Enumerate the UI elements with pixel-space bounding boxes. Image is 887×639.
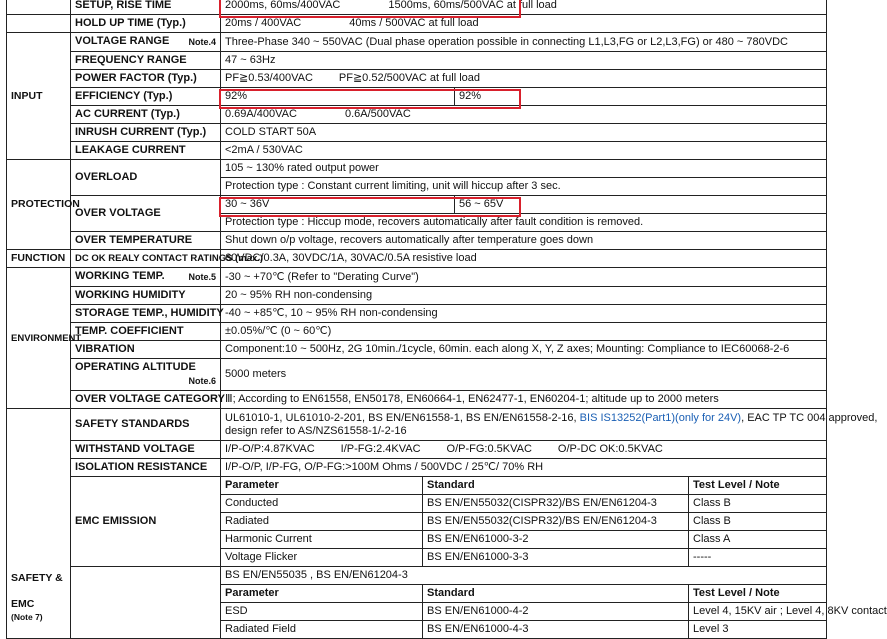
emc-immunity-top: [7, 567, 827, 585]
value-working-temp: -30 ~ +70℃ (Refer to "Derating Curve"): [221, 268, 827, 287]
value-overload-2: Protection type : Constant current limiting, unit will hiccup after 3 sec.: [221, 178, 827, 196]
row-power-factor: [7, 70, 827, 88]
label-vibration: VIBRATION: [71, 341, 221, 359]
immunity-standard: BS EN/EN61000-4-3: [423, 621, 689, 639]
emission-standard: BS EN/EN61000-3-2: [423, 531, 689, 549]
label-frequency: FREQUENCY RANGE: [71, 52, 221, 70]
row-working-humidity: [7, 287, 827, 305]
value-holdup: 20ms / 400VAC 40ms / 500VAC at full load: [221, 15, 827, 33]
group-environment: ENVIRONMENT: [7, 268, 71, 409]
label-overload: OVERLOAD: [71, 160, 221, 196]
value-efficiency-2: 92%: [455, 88, 827, 106]
immunity-header-standard: Standard: [423, 585, 689, 603]
row-leakage: [7, 142, 827, 160]
emission-param: Voltage Flicker: [221, 549, 423, 567]
value-over-voltage-2: 56 ~ 65V: [455, 196, 827, 214]
value-ov-category: Ⅲ; According to EN61558, EN50178, EN60664-1, EN62477-1, EN60204-1; altitude up to 2000 meters: [221, 391, 827, 409]
label-leakage: LEAKAGE CURRENT: [71, 142, 221, 160]
emission-param: Radiated: [221, 513, 423, 531]
row-vibration: [7, 341, 827, 359]
group-function: FUNCTION: [7, 250, 71, 268]
emission-standard: BS EN/EN55032(CISPR32)/BS EN/EN61204-3: [423, 495, 689, 513]
label-ac-current: AC CURRENT (Typ.): [71, 106, 221, 124]
value-safety-standards: UL61010-1, UL61010-2-201, BS EN/EN61558-1, BS EN/EN61558-2-16, BIS IS13252(Part1)(only for 24V), EAC TP TC 004 approved, design refer to AS/NZS61558-1/-2-16: [221, 409, 827, 441]
label-withstand: WITHSTAND VOLTAGE: [71, 441, 221, 459]
label-power-factor: POWER FACTOR (Typ.): [71, 70, 221, 88]
immunity-top-standards: BS EN/EN55035 , BS EN/EN61204-3: [221, 567, 827, 585]
row-setup: [7, 0, 827, 15]
spec-table: [6, 0, 887, 639]
emission-header-parameter: Parameter: [221, 477, 423, 495]
value-inrush: COLD START 50A: [221, 124, 827, 142]
row-efficiency: [7, 88, 827, 106]
immunity-level: Level 4, 15KV air ; Level 4, 8KV contact: [689, 603, 827, 621]
value-setup: 2000ms, 60ms/400VAC 1500ms, 60ms/500VAC at full load: [221, 0, 827, 15]
label-temp-coeff: TEMP. COEFFICIENT: [71, 323, 221, 341]
emission-standard: BS EN/EN55032(CISPR32)/BS EN/EN61204-3: [423, 513, 689, 531]
label-altitude: OPERATING ALTITUDE Note.6: [71, 359, 221, 391]
row-isolation: [7, 459, 827, 477]
immunity-param: ESD: [221, 603, 423, 621]
row-temp-coeff: [7, 323, 827, 341]
immunity-header-level: Test Level / Note: [689, 585, 827, 603]
row-overload-1: [7, 160, 827, 178]
label-setup: SETUP, RISE TIME: [71, 0, 221, 15]
immunity-standard: BS EN/EN61000-4-2: [423, 603, 689, 621]
emission-level: Class B: [689, 495, 827, 513]
value-ac-current: 0.69A/400VAC 0.6A/500VAC: [221, 106, 827, 124]
row-dc-ok: [7, 250, 827, 268]
label-efficiency: EFFICIENCY (Typ.): [71, 88, 221, 106]
row-inrush: [7, 124, 827, 142]
spec-sheet: [6, 0, 887, 639]
group-protection: PROTECTION: [7, 160, 71, 250]
row-voltage-range: [7, 33, 827, 52]
value-storage: -40 ~ +85℃, 10 ~ 95% RH non-condensing: [221, 305, 827, 323]
emission-standard: BS EN/EN61000-3-3: [423, 549, 689, 567]
row-frequency: [7, 52, 827, 70]
label-voltage-range: VOLTAGE RANGE Note.4: [71, 33, 221, 52]
emission-header-level: Test Level / Note: [689, 477, 827, 495]
group-cell-top: [7, 0, 71, 15]
row-working-temp: [7, 268, 827, 287]
label-safety-standards: SAFETY STANDARDS: [71, 409, 221, 441]
label-holdup: HOLD UP TIME (Typ.): [71, 15, 221, 33]
value-altitude: 5000 meters: [221, 359, 827, 391]
label-over-voltage: OVER VOLTAGE: [71, 196, 221, 232]
row-safety-standards: [7, 409, 827, 441]
emission-level: Class A: [689, 531, 827, 549]
label-emc-emission: EMC EMISSION: [71, 477, 221, 567]
row-over-temp: [7, 232, 827, 250]
value-voltage-range: Three-Phase 340 ~ 550VAC (Dual phase operation possible in connecting L1,L3,FG or L2,L3,FG) or 480 ~ 780VDC: [221, 33, 827, 52]
emission-param: Harmonic Current: [221, 531, 423, 549]
row-over-voltage-1: [7, 196, 827, 214]
row-ov-category: [7, 391, 827, 409]
label-emc-immunity: [71, 567, 221, 639]
emission-level: Class B: [689, 513, 827, 531]
group-cell-top2: [7, 15, 71, 33]
value-efficiency-1: 92%: [221, 88, 455, 106]
immunity-param: Radiated Field: [221, 621, 423, 639]
emission-level: -----: [689, 549, 827, 567]
value-temp-coeff: ±0.05%/℃ (0 ~ 60℃): [221, 323, 827, 341]
label-storage: STORAGE TEMP., HUMIDITY: [71, 305, 221, 323]
row-withstand: [7, 441, 827, 459]
label-isolation: ISOLATION RESISTANCE: [71, 459, 221, 477]
label-dc-ok: DC OK REALY CONTACT RATINGS (max.): [71, 250, 221, 268]
value-leakage: <2mA / 530VAC: [221, 142, 827, 160]
row-altitude: [7, 359, 827, 391]
label-ov-category: OVER VOLTAGE CATEGORY: [71, 391, 221, 409]
value-power-factor: PF≧0.53/400VAC PF≧0.52/500VAC at full load: [221, 70, 827, 88]
immunity-header-parameter: Parameter: [221, 585, 423, 603]
label-working-humidity: WORKING HUMIDITY: [71, 287, 221, 305]
row-holdup: [7, 15, 827, 33]
label-over-temp: OVER TEMPERATURE: [71, 232, 221, 250]
value-over-voltage-1: 30 ~ 36V: [221, 196, 455, 214]
value-overload-1: 105 ~ 130% rated output power: [221, 160, 827, 178]
label-working-temp: WORKING TEMP. Note.5: [71, 268, 221, 287]
value-isolation: I/P-O/P, I/P-FG, O/P-FG:>100M Ohms / 500VDC / 25℃/ 70% RH: [221, 459, 827, 477]
emc-emission-header: [7, 477, 827, 495]
row-ac-current: [7, 106, 827, 124]
value-vibration: Component:10 ~ 500Hz, 2G 10min./1cycle, 60min. each along X, Y, Z axes; Mounting: Compliance to IEC60068-2-6: [221, 341, 827, 359]
label-inrush: INRUSH CURRENT (Typ.): [71, 124, 221, 142]
value-over-temp: Shut down o/p voltage, recovers automatically after temperature goes down: [221, 232, 827, 250]
value-frequency: 47 ~ 63Hz: [221, 52, 827, 70]
group-input: INPUT: [7, 33, 71, 160]
value-working-humidity: 20 ~ 95% RH non-condensing: [221, 287, 827, 305]
group-safety-emc: SAFETY & EMC (Note 7): [7, 409, 71, 639]
value-over-voltage-type: Protection type : Hiccup mode, recovers automatically after fault condition is removed.: [221, 214, 827, 232]
value-withstand: I/P-O/P:4.87KVAC I/P-FG:2.4KVAC O/P-FG:0.5KVAC O/P-DC OK:0.5KVAC: [221, 441, 827, 459]
emission-param: Conducted: [221, 495, 423, 513]
row-storage: [7, 305, 827, 323]
emission-header-standard: Standard: [423, 477, 689, 495]
immunity-level: Level 3: [689, 621, 827, 639]
value-dc-ok: 60VDC/0.3A, 30VDC/1A, 30VAC/0.5A resistive load: [221, 250, 827, 268]
